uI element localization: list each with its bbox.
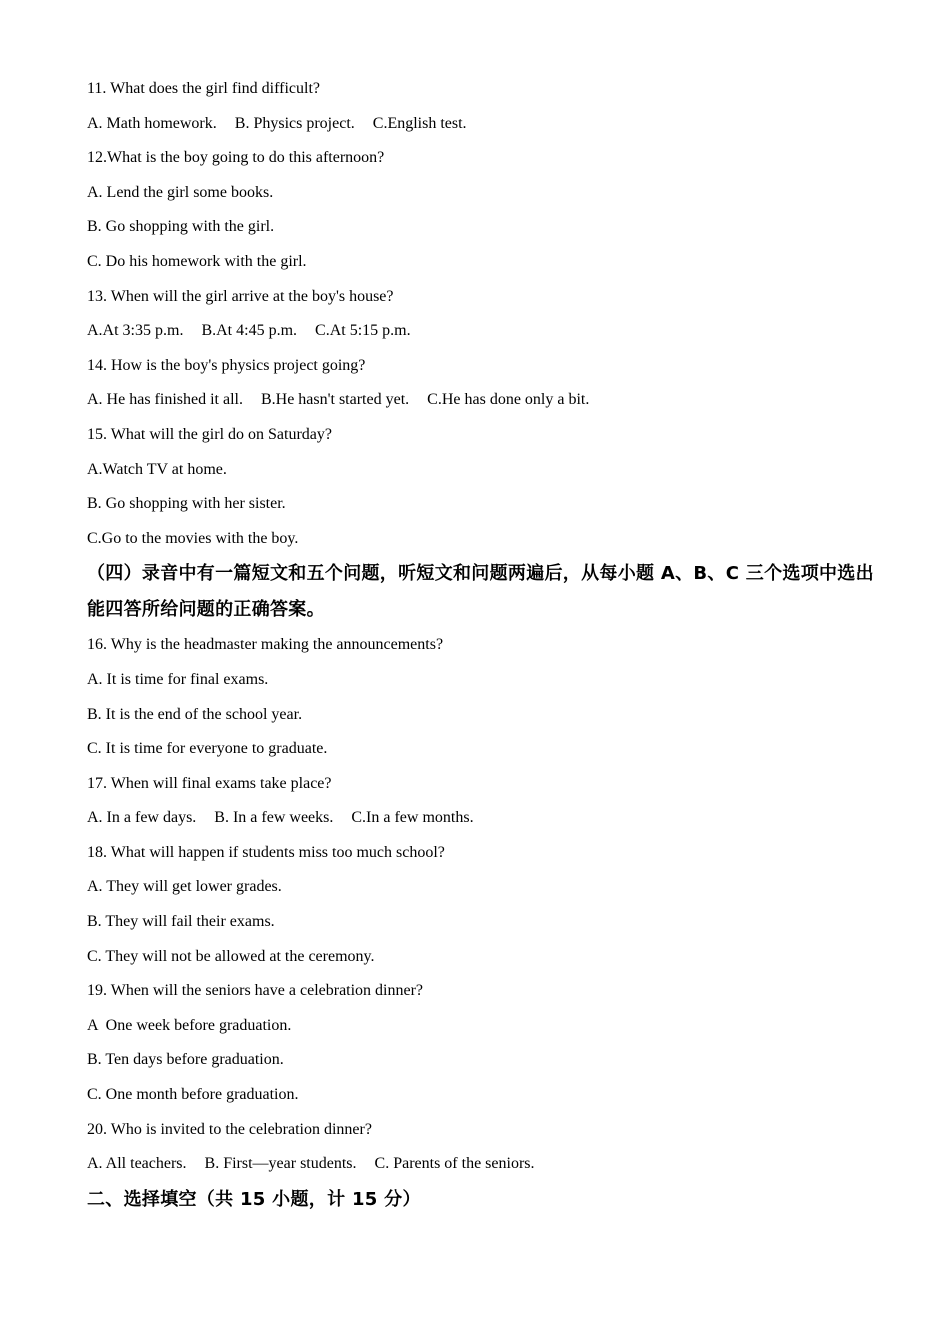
question-14: 14. How is the boy's physics project going? <box>87 356 366 374</box>
question-19: 19. When will the seniors have a celebration dinner? <box>87 982 424 1000</box>
option-16-b: B. It is the end of the school year. <box>87 705 303 723</box>
question-15: 15. What will the girl do on Saturday? <box>87 425 332 443</box>
document-page <box>87 72 887 1218</box>
option-15-c: C.Go to the movies with the boy. <box>87 529 299 547</box>
question-12: 12.What is the boy going to do this afternoon? <box>87 149 385 167</box>
option-15-a: A.Watch TV at home. <box>87 460 227 478</box>
question-17: 17. When will final exams take place? <box>87 774 332 792</box>
section-2-heading: 二、选择填空（共 15 小题，计 15 分） <box>87 1188 421 1210</box>
option-11-c: C.English test. <box>372 114 467 132</box>
options-17 <box>87 801 887 836</box>
option-19-c: C. One month before graduation. <box>87 1086 299 1104</box>
option-17-a: A. In a few days. <box>87 809 197 827</box>
option-15-b: B. Go shopping with her sister. <box>87 495 286 513</box>
option-13-c: C.At 5:15 p.m. <box>315 322 411 340</box>
option-20-c: C. Parents of the seniors. <box>374 1155 535 1173</box>
option-16-a: A. It is time for final exams. <box>87 670 269 688</box>
option-14-b: B.He hasn't started yet. <box>260 391 410 409</box>
option-12-b: B. Go shopping with the girl. <box>87 218 275 236</box>
question-16: 16. Why is the headmaster making the announcements? <box>87 636 444 654</box>
option-16-c: C. It is time for everyone to graduate. <box>87 740 328 758</box>
question-20: 20. Who is invited to the celebration dinner? <box>87 1120 372 1138</box>
option-14-c: C.He has done only a bit. <box>427 391 590 409</box>
section-4-heading: （四）录音中有一篇短文和五个问题，听短文和问题两遍后，从每小题 A、B、C 三个选项中选出能四答所给问题的正确答案。 <box>87 563 874 621</box>
option-19-b: B. Ten days before graduation. <box>87 1051 284 1069</box>
option-12-a: A. Lend the girl some books. <box>87 183 274 201</box>
question-11: 11. What does the girl find difficult? <box>87 80 320 97</box>
question-18: 18. What will happen if students miss too much school? <box>87 843 445 861</box>
options-14 <box>87 383 887 418</box>
option-12-c: C. Do his homework with the girl. <box>87 252 307 270</box>
option-20-b: B. First—year students. <box>204 1155 357 1173</box>
option-11-a: A. Math homework. <box>87 114 217 132</box>
option-20-a: A. All teachers. <box>87 1155 187 1173</box>
option-17-c: C.In a few months. <box>351 809 474 827</box>
options-20 <box>87 1147 887 1182</box>
option-19-a: A One week before graduation. <box>87 1016 292 1034</box>
option-13-b: B.At 4:45 p.m. <box>201 322 298 340</box>
option-13-a: A.At 3:35 p.m. <box>87 322 184 340</box>
option-18-c: C. They will not be allowed at the ceremony. <box>87 947 375 965</box>
option-18-a: A. They will get lower grades. <box>87 878 282 896</box>
option-17-b: B. In a few weeks. <box>214 809 334 827</box>
option-11-b: B. Physics project. <box>234 114 355 132</box>
option-14-a: A. He has finished it all. <box>87 391 243 409</box>
options-13 <box>87 314 887 349</box>
options-11 <box>87 107 887 142</box>
question-13: 13. When will the girl arrive at the boy's house? <box>87 287 394 305</box>
option-18-b: B. They will fail their exams. <box>87 913 275 931</box>
